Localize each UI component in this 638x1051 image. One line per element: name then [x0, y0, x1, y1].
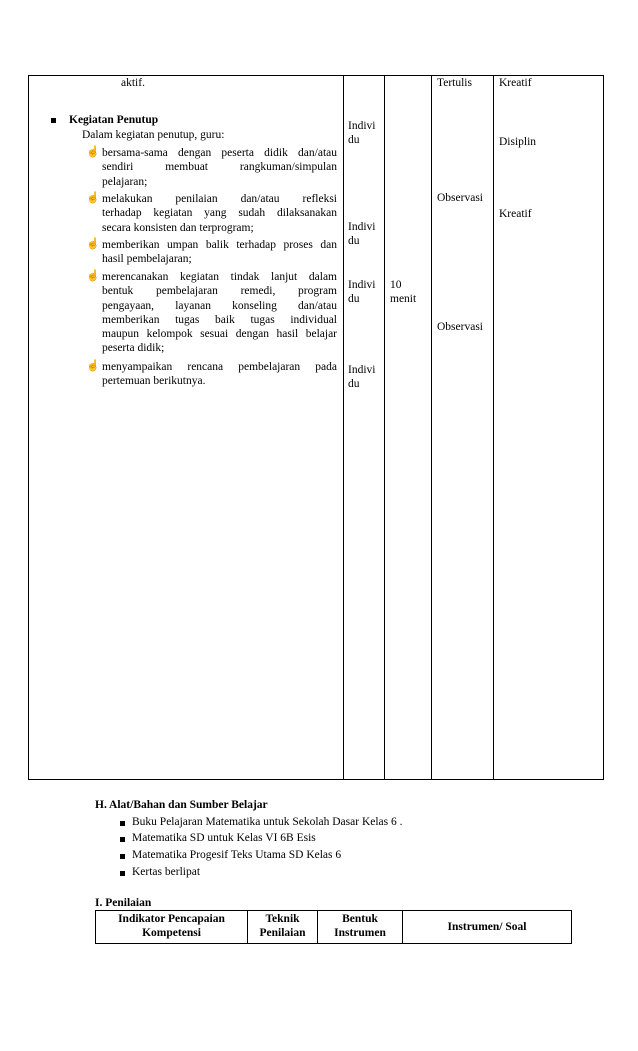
assessment-cell: Observasi — [437, 192, 483, 204]
list-item: Matematika SD untuk Kelas VI 6B Esis — [132, 832, 316, 844]
grouping-cell: Indivi du — [348, 120, 376, 146]
bullet-square-icon — [120, 871, 125, 876]
grouping-cell: Indivi du — [348, 364, 376, 390]
section-h-heading: H. Alat/Bahan dan Sumber Belajar — [95, 799, 268, 811]
intro-text: Dalam kegiatan penutup, guru: — [82, 129, 225, 141]
section-title: Kegiatan Penutup — [69, 114, 159, 126]
bullet-square-icon — [51, 118, 56, 123]
pointing-hand-icon: ☝ — [86, 238, 100, 250]
list-item: bersama-sama dengan peserta didik dan/atau sendiri membuat rangkuman/simpulan pelajaran; — [102, 147, 337, 188]
table-left-border — [28, 75, 29, 780]
list-item: merencanakan kegiatan tindak lanjut dalam bentuk pembelajaran remedi, program pengayaan, layanan konseling dan/atau memberikan tugas baik tugas individual maupun kelompok sesuai dengan hasil belajar peserta didik; — [102, 271, 337, 355]
assessment-cell: Observasi — [437, 321, 483, 333]
table-right-border — [603, 75, 604, 780]
assessment-cell: Tertulis — [437, 77, 472, 89]
list-item: Buku Pelajaran Matematika untuk Sekolah Dasar Kelas 6 . — [132, 816, 403, 828]
column-divider — [431, 75, 432, 780]
header-instrumen-soal: Instrumen/ Soal — [447, 921, 527, 933]
character-cell: Kreatif — [499, 77, 532, 89]
section-i-heading: I. Penilaian — [95, 897, 152, 909]
bullet-square-icon — [120, 837, 125, 842]
bullet-square-icon — [120, 854, 125, 859]
list-item: menyampaikan rencana pembelajaran pada pertemuan berikutnya. — [102, 361, 337, 388]
duration-cell: 10 menit — [390, 279, 417, 305]
grouping-cell: Indivi du — [348, 279, 376, 305]
pointing-hand-icon: ☝ — [86, 146, 100, 158]
list-item: melakukan penilaian dan/atau refleksi terhadap kegiatan yang sudah dilaksanakan secara konsisten dan terprogram; — [102, 193, 337, 234]
header-teknik: Teknik Penilaian — [259, 913, 306, 939]
bullet-square-icon — [120, 821, 125, 826]
pointing-hand-icon: ☝ — [86, 192, 100, 204]
character-cell: Disiplin — [499, 136, 537, 148]
column-divider — [384, 75, 385, 780]
top-text: aktif. — [121, 77, 145, 89]
list-item: Matematika Progesif Teks Utama SD Kelas 6 — [132, 849, 342, 861]
column-divider — [493, 75, 494, 780]
list-item: Kertas berlipat — [132, 866, 201, 878]
grouping-cell: Indivi du — [348, 221, 376, 247]
pointing-hand-icon: ☝ — [86, 270, 100, 282]
character-cell: Kreatif — [499, 208, 532, 220]
header-bentuk: Bentuk Instrumen — [334, 913, 386, 939]
column-divider — [343, 75, 344, 780]
header-indikator: Indikator Pencapaian Kompetensi — [118, 913, 225, 939]
pointing-hand-icon: ☝ — [86, 360, 100, 372]
list-item: memberikan umpan balik terhadap proses dan hasil pembelajaran; — [102, 239, 337, 266]
table-bottom-border — [28, 779, 604, 780]
